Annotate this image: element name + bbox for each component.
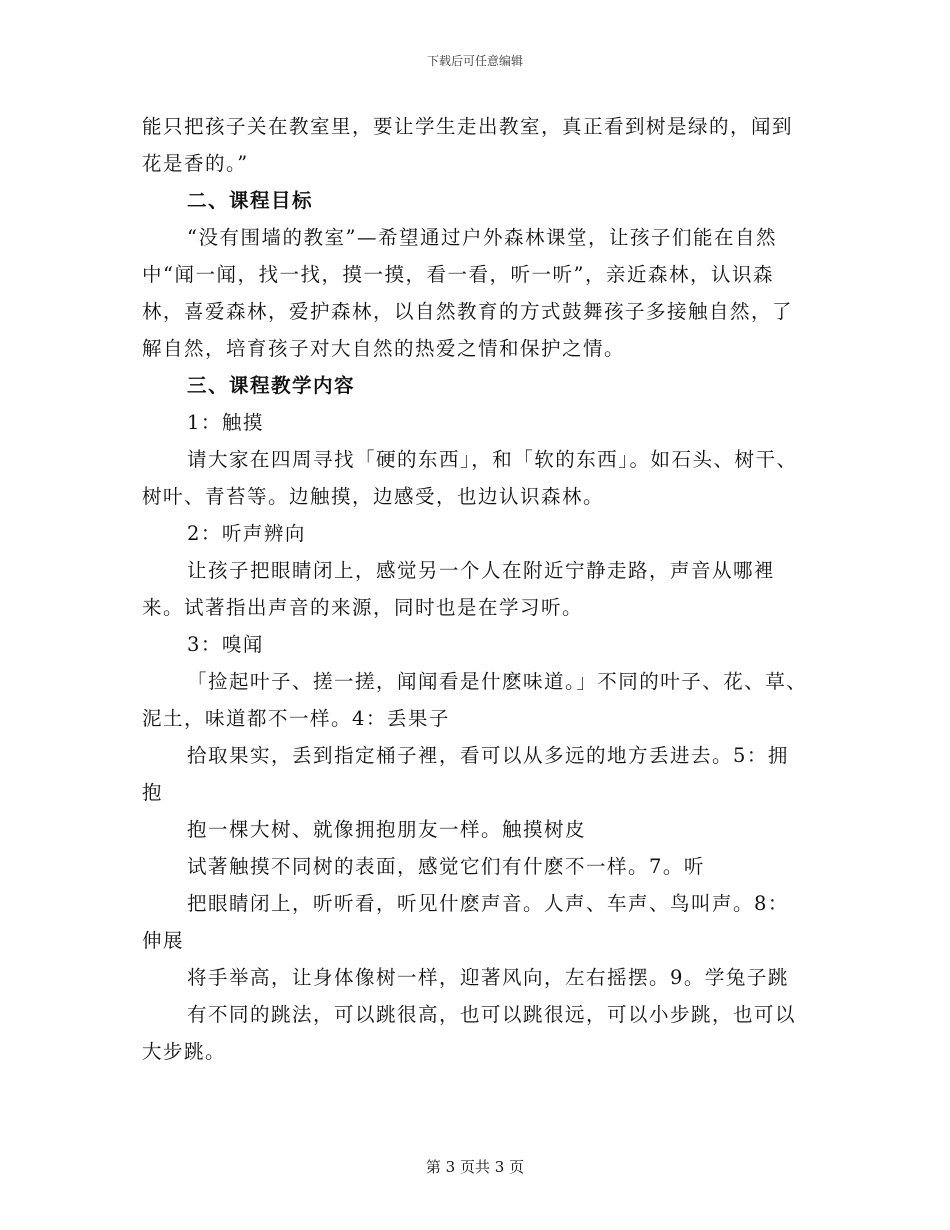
paragraph: 拾取果实，丢到指定桶子裡，看可以从多远的地方丢进去。5：拥抱 <box>142 744 789 804</box>
item-title: 2：听声辨向 <box>187 522 306 545</box>
paragraph: 让孩子把眼睛闭上，感觉另一个人在附近宁静走路，声音从哪裡来。试著指出声音的来源，同时也是在学习听。 <box>142 559 776 619</box>
paragraph: 能只把孩子关在教室里，要让学生走出教室，真正看到树是绿的，闻到花是香的。” <box>142 115 794 175</box>
page-header: 下载后可任意编辑 <box>426 54 523 68</box>
item-title: 3：嗅闻 <box>187 633 264 656</box>
section-heading-objectives: 二、课程目标 <box>187 189 314 212</box>
section-heading-content: 三、课程教学内容 <box>187 374 356 397</box>
paragraph: 试著触摸不同树的表面，感觉它们有什麽不一样。7。听 <box>187 855 705 878</box>
paragraph: “没有围墙的教室”—希望通过户外森林课堂，让孩子们能在自然中“闻一闻，找一找，摸一摸，看一看，听一听”，亲近森林，认识森林，喜爱森林，爱护森林，以自然教育的方式鼓舞孩子多接触自然，了解自然，培育孩子对大自然的热爱之情和保护之情。 <box>142 226 794 360</box>
paragraph: 把眼睛闭上，听听看，听见什麽声音。人声、车声、鸟叫声。8：伸展 <box>142 892 789 952</box>
paragraph: 将手举高，让身体像树一样，迎著风向，左右摇摆。9。学兔子跳 <box>187 966 789 989</box>
document-body <box>142 108 808 1070</box>
paragraph: 「捡起叶子、搓一搓，闻闻看是什麽味道。」不同的叶子、花、草、泥土，味道都不一样。4：丢果子 <box>142 670 808 730</box>
paragraph: 抱一棵大树、就像拥抱朋友一样。触摸树皮 <box>187 818 587 841</box>
page-number: 第 3 页共 3 页 <box>425 1158 525 1176</box>
item-title: 1：触摸 <box>187 411 264 434</box>
paragraph: 请大家在四周寻找「硬的东西」，和「软的东西」。如石头、树干、树叶、青苔等。边触摸，边感受，也边认识森林。 <box>142 448 798 508</box>
paragraph: 有不同的跳法，可以跳很高，也可以跳很远，可以小步跳，也可以大步跳。 <box>142 1003 797 1063</box>
